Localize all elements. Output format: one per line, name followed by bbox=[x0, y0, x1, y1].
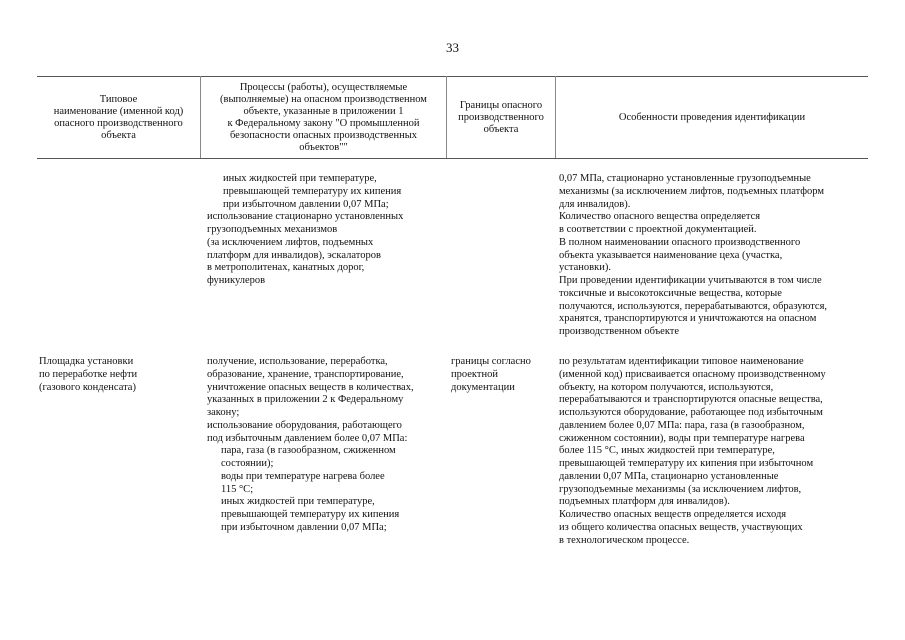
table-header-bottom-rule bbox=[37, 158, 868, 159]
header-boundaries: Границы опасного производственного объекта bbox=[458, 100, 544, 135]
row1-identification: 0,07 МПа, стационарно установленные грузоподъемные механизмы (за исключением лифтов, подъемных платформ для инвалидов). Количество опасного вещества определяется в соответствии с проектной документацией. В полном наименовании опасного производственного объекта указывается наименование цеха (участка, установки). При проведении идентификации учитываются в том числе токсичные и высокотоксичные вещества, которые получаются, используются, перерабатываются, образуются, хранятся, транспортируются и уничтожаются на опасном производственном объекте bbox=[559, 173, 828, 337]
row2-boundaries: границы согласно проектной документации bbox=[451, 356, 531, 393]
header-processes: Процессы (работы), осуществляемые (выполняемые) на опасном производственном объекте, указанные в приложении 1 к Федеральному закону "О промышленной безопасности опасных производственных объектов"" bbox=[220, 82, 427, 153]
header-object-name: Типовое наименование (именной код) опасного производственного объекта bbox=[53, 94, 184, 141]
row2-identification: по результатам идентификации типовое наименование (именной код) присваивается опасному производственному объекту, на котором получаются, используются, перерабатываются и транспортируются опасные вещества, используются оборудование, работающее под избыточным давлением более 0,07 МПа: пара, газа (в газообразном, сжиженном состоянии), воды при температуре нагрева более 115 °С, иных жидкостей при температуре, превышающей температуру их кипения при избыточном давлении 0,07 МПа, стационарно установленные грузоподъемные механизмы (за исключением лифтов, подъемных платформ для инвалидов). Количество опасных веществ определяется исходя из общего количества опасных веществ, участвующих в технологическом процессе. bbox=[559, 356, 826, 546]
table-top-rule bbox=[37, 76, 868, 77]
header-identification-features: Особенности проведения идентификации bbox=[618, 112, 806, 123]
page-number: 33 bbox=[446, 40, 459, 55]
row1-processes: иных жидкостей при температуре, превышающей температуру их кипения при избыточном давлении 0,07 МПа; использование стационарно установленных грузоподъемных механизмов (за исключением лифтов, подъемных платформ для инвалидов), эскалаторов в метрополитенах, канатных дорог, фуникулеров bbox=[207, 173, 404, 286]
row2-processes: получение, использование, переработка, образование, хранение, транспортирование, уничтожение опасных веществ в количествах, указанных в приложении 2 к Федеральному закону; использование оборудования, работающего под избыточным давлением более 0,07 МПа: пара, газа (в газообразном, сжиженном состоянии); воды при температуре нагрева более 115 °С; иных жидкостей при температуре, превышающей температуру их кипения при избыточном давлении 0,07 МПа; bbox=[207, 356, 414, 533]
row2-object-name: Площадка установки по переработке нефти (газового конденсата) bbox=[39, 356, 138, 393]
